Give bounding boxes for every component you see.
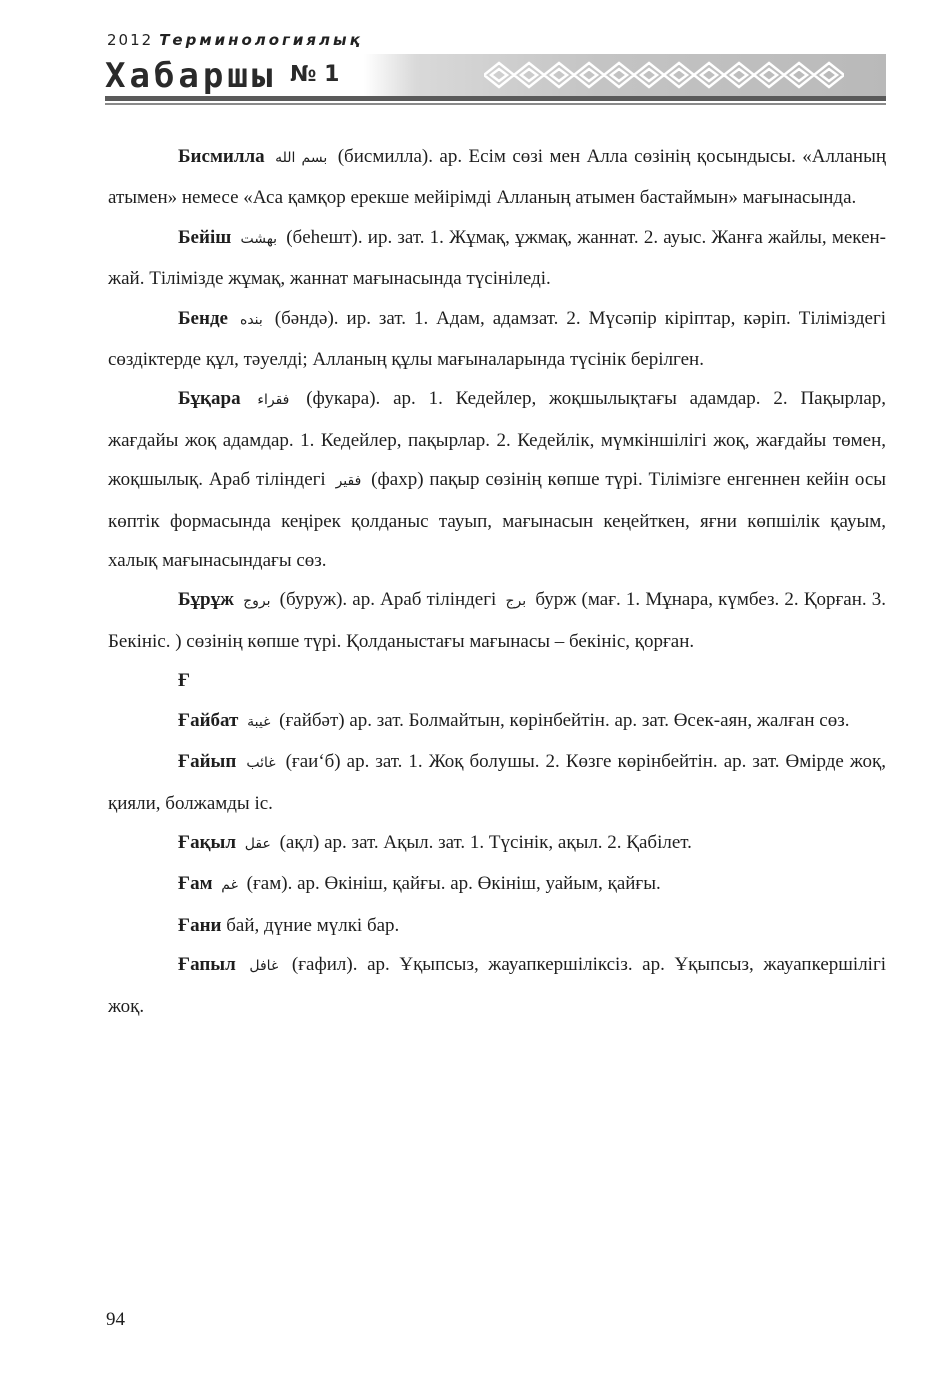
entry-headword: Бисмилла xyxy=(178,146,265,167)
entry-definition: (ғаи‘б) ар. зат. 1. Жоқ болушы. 2. Көзге көрінбейтін. ар. зат. Өмірде жоқ, қияли, болжамды іс. xyxy=(108,751,886,814)
entry-arabic-secondary: فقير xyxy=(335,473,362,490)
entry-definition: (ғайбәт) ар. зат. Болмайтын, көрінбейтін. ар. зат. Өсек-аян, жалған сөз. xyxy=(279,709,850,731)
journal-year: 2012 xyxy=(107,31,154,49)
entry-definition: (буруж). ар. Араб тіліндегі xyxy=(279,589,497,611)
entry-arabic: غم xyxy=(221,877,238,894)
entry-definition: (ғам). ар. Өкініш, қайғы. ар. Өкініш, уайым, қайғы. xyxy=(246,873,661,895)
entry-headword: Ғайбат xyxy=(178,709,239,731)
entry-headword: Ғапыл xyxy=(178,954,236,976)
entry-definition: (ақл) ар. зат. Ақыл. зат. 1. Түсінік, ақыл. 2. Қабілет. xyxy=(279,831,692,853)
entry-definition: (ғафил). ар. Ұқыпсыз, жауапкершіліксіз. ар. Ұқыпсыз, жауапкершілігі жоқ. xyxy=(108,954,887,1017)
dictionary-entry xyxy=(108,945,886,1026)
entry-arabic: بسم الله xyxy=(275,150,328,166)
entry-definition: (бисмилла). ар. Есім сөзі мен Алла сөзінің қосындысы. «Алланың атымен» немесе «Аса қамқор ерекше мейірімді Алланың атымен бастаймын» мағынасында. xyxy=(108,146,887,209)
entry-headword: Бейіш xyxy=(178,226,232,248)
entry-headword: Ғақыл xyxy=(178,831,237,853)
header-rule-thin xyxy=(105,103,886,105)
entry-headword: Ғам xyxy=(178,873,213,895)
entry-definition-continued: (фахр) пақыр сөзінің көпше түрі. Тілімізге енгеннен кейін осы көптік формасында кеңірек қолданыс тауып, мағынасын кеңейткен, яғни көпшілік қауым, халық мағынасындағы сөз. xyxy=(108,469,887,572)
masthead-band xyxy=(364,54,886,96)
journal-issue: № 1 xyxy=(290,62,340,87)
entry-arabic: غائب xyxy=(246,755,276,772)
entry-arabic-secondary: برج xyxy=(505,593,527,610)
entry-headword: Ғани xyxy=(178,914,222,936)
dictionary-entry xyxy=(108,864,886,905)
header-rule xyxy=(105,96,886,101)
dictionary-content xyxy=(108,137,886,1026)
journal-title: Хабаршы xyxy=(105,56,277,96)
entry-arabic: عقل xyxy=(244,835,271,852)
ornament-pattern-icon xyxy=(484,58,844,92)
dictionary-entry xyxy=(108,218,886,299)
dictionary-entry xyxy=(108,299,886,380)
dictionary-entry xyxy=(108,580,886,661)
entry-arabic: فقراء xyxy=(257,392,290,409)
dictionary-entry xyxy=(108,701,886,742)
entry-definition: (бehешт). ир. зат. 1. Жұмақ, ұжмақ, жаннат. 2. ауыс. Жанға жайлы, мекен-жай. Тілімізде жұмақ, жаннат мағынасында түсініледі. xyxy=(108,226,886,290)
entry-arabic: غافل xyxy=(249,958,279,975)
entry-arabic: بروج xyxy=(243,593,271,610)
entry-arabic: غيبة xyxy=(247,713,271,730)
dictionary-entry xyxy=(108,137,886,218)
journal-series: Терминологиялық xyxy=(159,31,363,49)
entry-definition-continued: бурж (мағ. 1. Мұнара, күмбез. 2. Қорған. 3. Бекініс. ) сөзінің көпше түрі. Қолданыстағы мағынасы – бекініс, қорған. xyxy=(108,589,887,652)
entry-headword: Бұқара xyxy=(178,388,241,410)
entry-headword: Ғайып xyxy=(178,751,237,773)
entry-definition: бай, дүние мүлкі бар. xyxy=(226,914,400,936)
entry-headword: Бұрұж xyxy=(178,589,234,611)
dictionary-entry xyxy=(108,742,886,823)
entry-definition: (фукара). ар. 1. Кедейлер, жоқшылықтағы адамдар. 2. Пақырлар, жағдайы жоқ адамдар. 1. Кедейлер, пақырлар. 2. Кедейлік, мүмкіншілігі жоқ, жағдайы төмен, жоқшылық. Араб тіліндегі xyxy=(108,388,887,491)
entry-definition: (бәндә). ир. зат. 1. Адам, адамзат. 2. Мүсәпір кіріптар, кәріп. Тіліміздегі сөздіктерде құл, тәуелді; Алланың құлы мағыналарында түсінік берілген. xyxy=(108,307,887,371)
entry-headword: Бенде xyxy=(178,307,228,329)
entry-arabic: بهشت xyxy=(240,230,278,247)
section-letter: Ғ xyxy=(178,670,191,692)
journal-year-line xyxy=(107,31,363,49)
entry-arabic: بنده xyxy=(239,311,263,328)
dictionary-entry xyxy=(108,379,886,580)
dictionary-entry xyxy=(108,823,886,864)
page-number: 94 xyxy=(106,1309,125,1330)
dictionary-entry xyxy=(108,906,886,945)
